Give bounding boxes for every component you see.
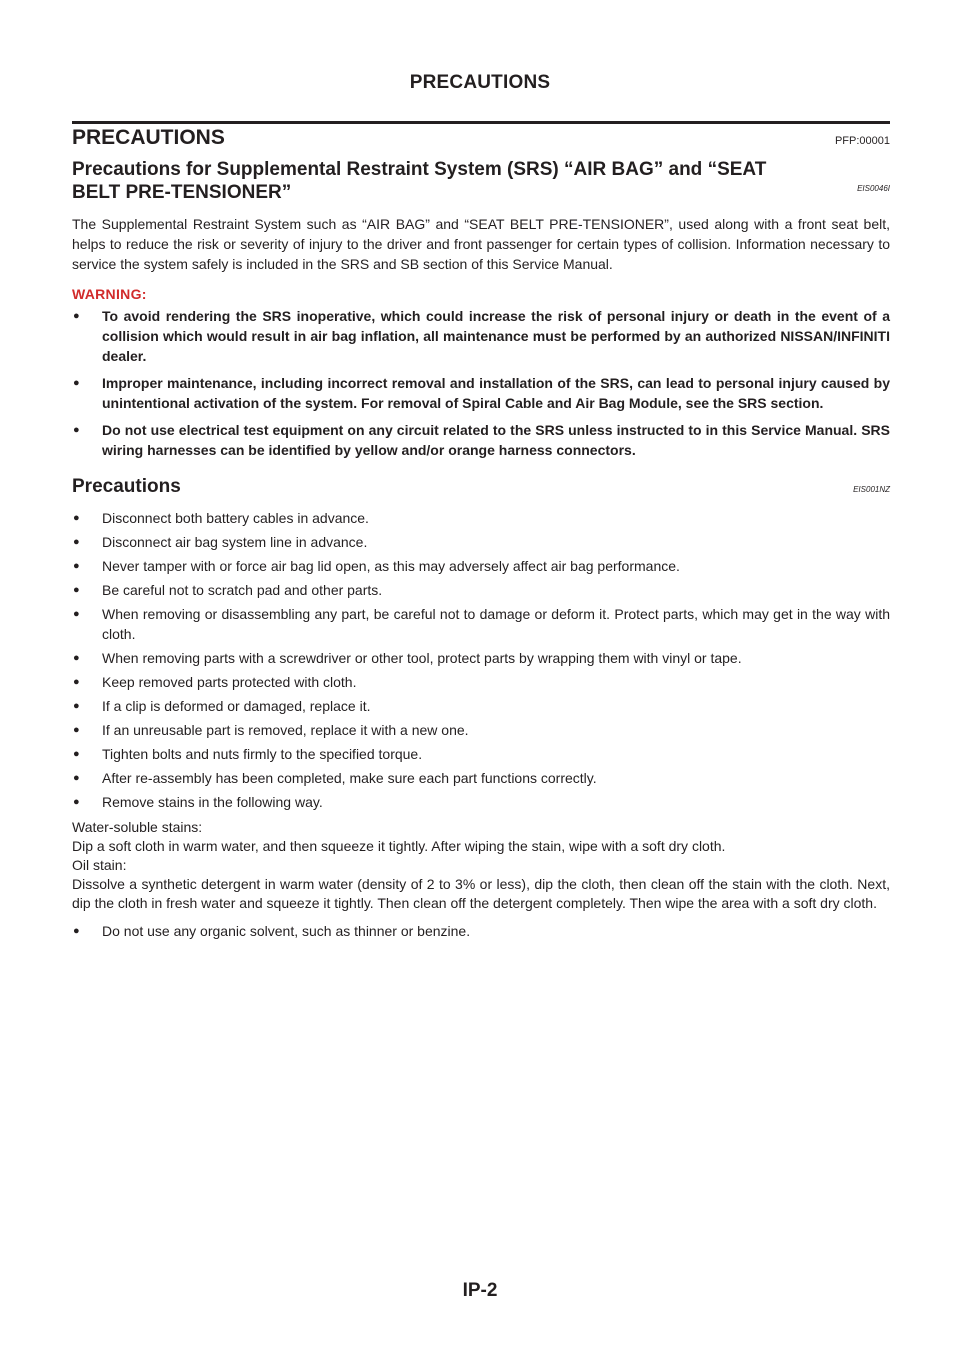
warning-item [72,373,890,413]
list-item [72,768,890,788]
bullet-icon: ● [73,424,80,436]
list-item-text: If a clip is deformed or damaged, replace it. [102,698,371,714]
warning-text: To avoid rendering the SRS inoperative, which could increase the risk of personal injury or death in the event of a collision which would result in air bag inflation, all maintenance must be performed by an authorized NISSAN/INFINITI dealer. [102,308,890,364]
bullet-icon: ● [73,512,80,524]
list-item [72,720,890,740]
section-title: PRECAUTIONS [72,126,225,149]
list-item [72,604,890,644]
bullet-icon: ● [73,652,80,664]
list-item-text: Do not use any organic solvent, such as thinner or benzine. [102,923,471,939]
srs-title-line1: Precautions for Supplemental Restraint System (SRS) “AIR BAG” and “SEAT [72,159,767,180]
list-item-text: Be careful not to scratch pad and other parts. [102,582,383,598]
precautions-list [72,508,890,812]
list-item-text: After re-assembly has been completed, make sure each part functions correctly. [102,770,597,786]
warning-label: WARNING: [72,286,147,302]
list-item [72,648,890,668]
bullet-icon: ● [73,536,80,548]
srs-code: EIS0046I [857,184,890,193]
bullet-icon: ● [73,796,80,808]
page-number: IP-2 [462,1280,498,1301]
precautions-title: Precautions [72,476,181,497]
page-content [72,124,890,945]
warning-text: Improper maintenance, including incorrect removal and installation of the SRS, can lead to personal injury caused by unintentional activation of the system. For removal of Spiral Cable and Air Bag Module, see the SRS section. [102,375,890,411]
list-item [72,580,890,600]
list-item-text: Disconnect both battery cables in advance. [102,510,369,526]
list-item-text: Tighten bolts and nuts firmly to the specified torque. [102,746,423,762]
srs-title-line2: BELT PRE-TENSIONER” [72,182,292,203]
bullet-icon: ● [73,310,80,322]
bullet-icon: ● [73,748,80,760]
stain-instructions [72,818,890,913]
list-item [72,792,890,812]
bullet-icon: ● [73,676,80,688]
water-stain-text: Dip a soft cloth in warm water, and then squeeze it tightly. After wiping the stain, wipe with a soft dry cloth. [72,838,726,854]
list-item [72,744,890,764]
precautions-code: EIS001NZ [853,485,890,494]
oil-stain-label: Oil stain: [72,857,127,873]
list-item [72,556,890,576]
bullet-icon: ● [73,560,80,572]
list-item-text: When removing or disassembling any part, be careful not to damage or deform it. Protect parts, which may get in the way with cloth. [102,606,890,642]
list-item-text: Disconnect air bag system line in advance. [102,534,368,550]
warning-text: Do not use electrical test equipment on any circuit related to the SRS unless instructed to in this Service Manual. SRS wiring harnesses can be identified by yellow and/or orange harness connectors. [102,422,890,458]
list-item-text: Keep removed parts protected with cloth. [102,674,357,690]
section-code: PFP:00001 [834,135,890,147]
bullet-icon: ● [73,724,80,736]
page-header-title: PRECAUTIONS [409,72,551,93]
bullet-icon: ● [73,608,80,620]
list-item [72,672,890,692]
list-item-text: If an unreusable part is removed, replace it with a new one. [102,722,469,738]
water-stain-label: Water-soluble stains: [72,819,203,835]
bullet-icon: ● [73,584,80,596]
warning-item [72,306,890,366]
srs-intro: The Supplemental Restraint System such as “AIR BAG” and “SEAT BELT PRE-TENSIONER”, used along with a front seat belt, helps to reduce the risk or severity of injury to the driver and front passenger for certain types of collision. Information necessary to service the system safely is included in the SRS and SB section of this Service Manual. [72,216,890,272]
bullet-icon: ● [73,925,80,937]
list-item [72,508,890,528]
list-item-text: Remove stains in the following way. [102,794,323,810]
list-item [72,532,890,552]
bullet-icon: ● [73,772,80,784]
precautions-heading [72,476,890,498]
list-item [72,921,890,941]
bullet-icon: ● [73,377,80,389]
warning-item [72,420,890,460]
list-item-text: When removing parts with a screwdriver or other tool, protect parts by wrapping them with vinyl or tape. [102,650,742,666]
final-list [72,921,890,941]
oil-stain-text: Dissolve a synthetic detergent in warm water (density of 2 to 3% or less), dip the cloth, then clean off the stain with the cloth. Next, dip the cloth in fresh water and squeeze it tightly. Then clean off the detergent completely. Then wipe the area with a soft dry cloth. [72,876,890,911]
bullet-icon: ● [73,700,80,712]
list-item [72,696,890,716]
list-item-text: Never tamper with or force air bag lid open, as this may adversely affect air bag performance. [102,558,680,574]
section-heading [72,126,890,150]
warning-list [72,306,890,460]
srs-heading [72,158,890,204]
